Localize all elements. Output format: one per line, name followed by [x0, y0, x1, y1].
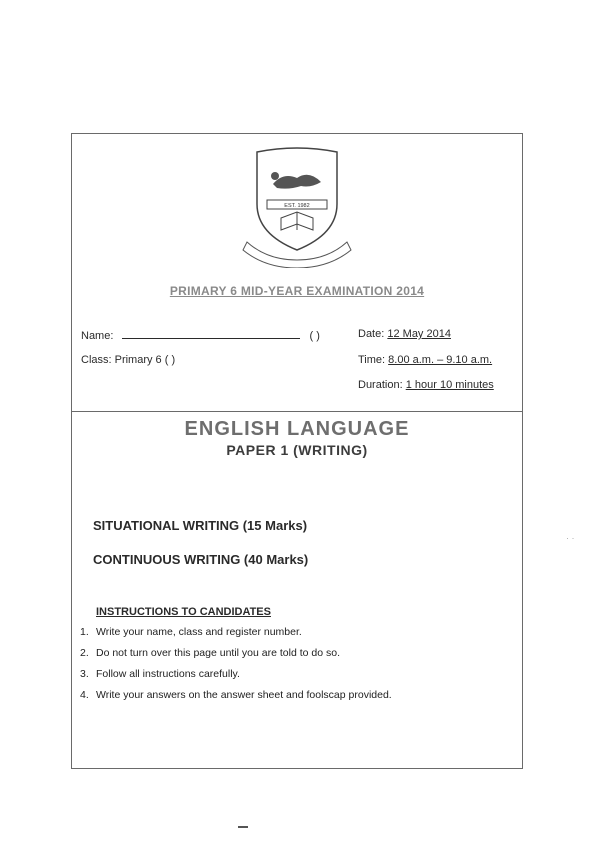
time-value: 8.00 a.m. – 9.10 a.m.	[388, 354, 493, 366]
date-label: Date:	[358, 328, 385, 340]
duration-label: Duration:	[358, 379, 403, 391]
page-mark	[238, 826, 248, 828]
scan-specks: · ·	[566, 533, 575, 543]
date-field	[358, 328, 451, 340]
exam-title: PRIMARY 6 MID-YEAR EXAMINATION 2014	[169, 284, 425, 298]
section-situational-writing: SITUATIONAL WRITING (15 Marks)	[93, 518, 308, 533]
exam-cover-page	[71, 133, 523, 769]
time-label: Time:	[358, 354, 386, 366]
section-continuous-writing: CONTINUOUS WRITING (40 Marks)	[93, 552, 309, 567]
register-number-brackets: ( )	[309, 330, 320, 342]
instruction-item: 2. Do not turn over this page until you are told to do so.	[80, 647, 340, 659]
name-field	[81, 328, 320, 342]
paper-number: PAPER 1 (WRITING)	[226, 442, 368, 458]
name-label: Name:	[81, 330, 114, 342]
svg-text:EST. 1982: EST. 1982	[284, 203, 310, 209]
instruction-item: 3. Follow all instructions carefully.	[80, 668, 240, 680]
date-value: 12 May 2014	[387, 328, 451, 340]
duration-value: 1 hour 10 minutes	[405, 379, 494, 391]
name-line	[122, 328, 300, 339]
instructions-heading: INSTRUCTIONS TO CANDIDATES	[96, 606, 271, 618]
instruction-item: 1. Write your name, class and register number.	[80, 626, 302, 638]
time-field	[358, 354, 492, 366]
subject-title: ENGLISH LANGUAGE	[184, 418, 410, 440]
instruction-item: 4. Write your answers on the answer sheet and foolscap provided.	[80, 689, 392, 701]
school-crest-icon	[237, 142, 357, 268]
instructions-list	[80, 626, 392, 710]
class-field: Class: Primary 6 ( )	[81, 354, 176, 366]
duration-field	[358, 379, 494, 391]
section-divider	[72, 411, 522, 412]
